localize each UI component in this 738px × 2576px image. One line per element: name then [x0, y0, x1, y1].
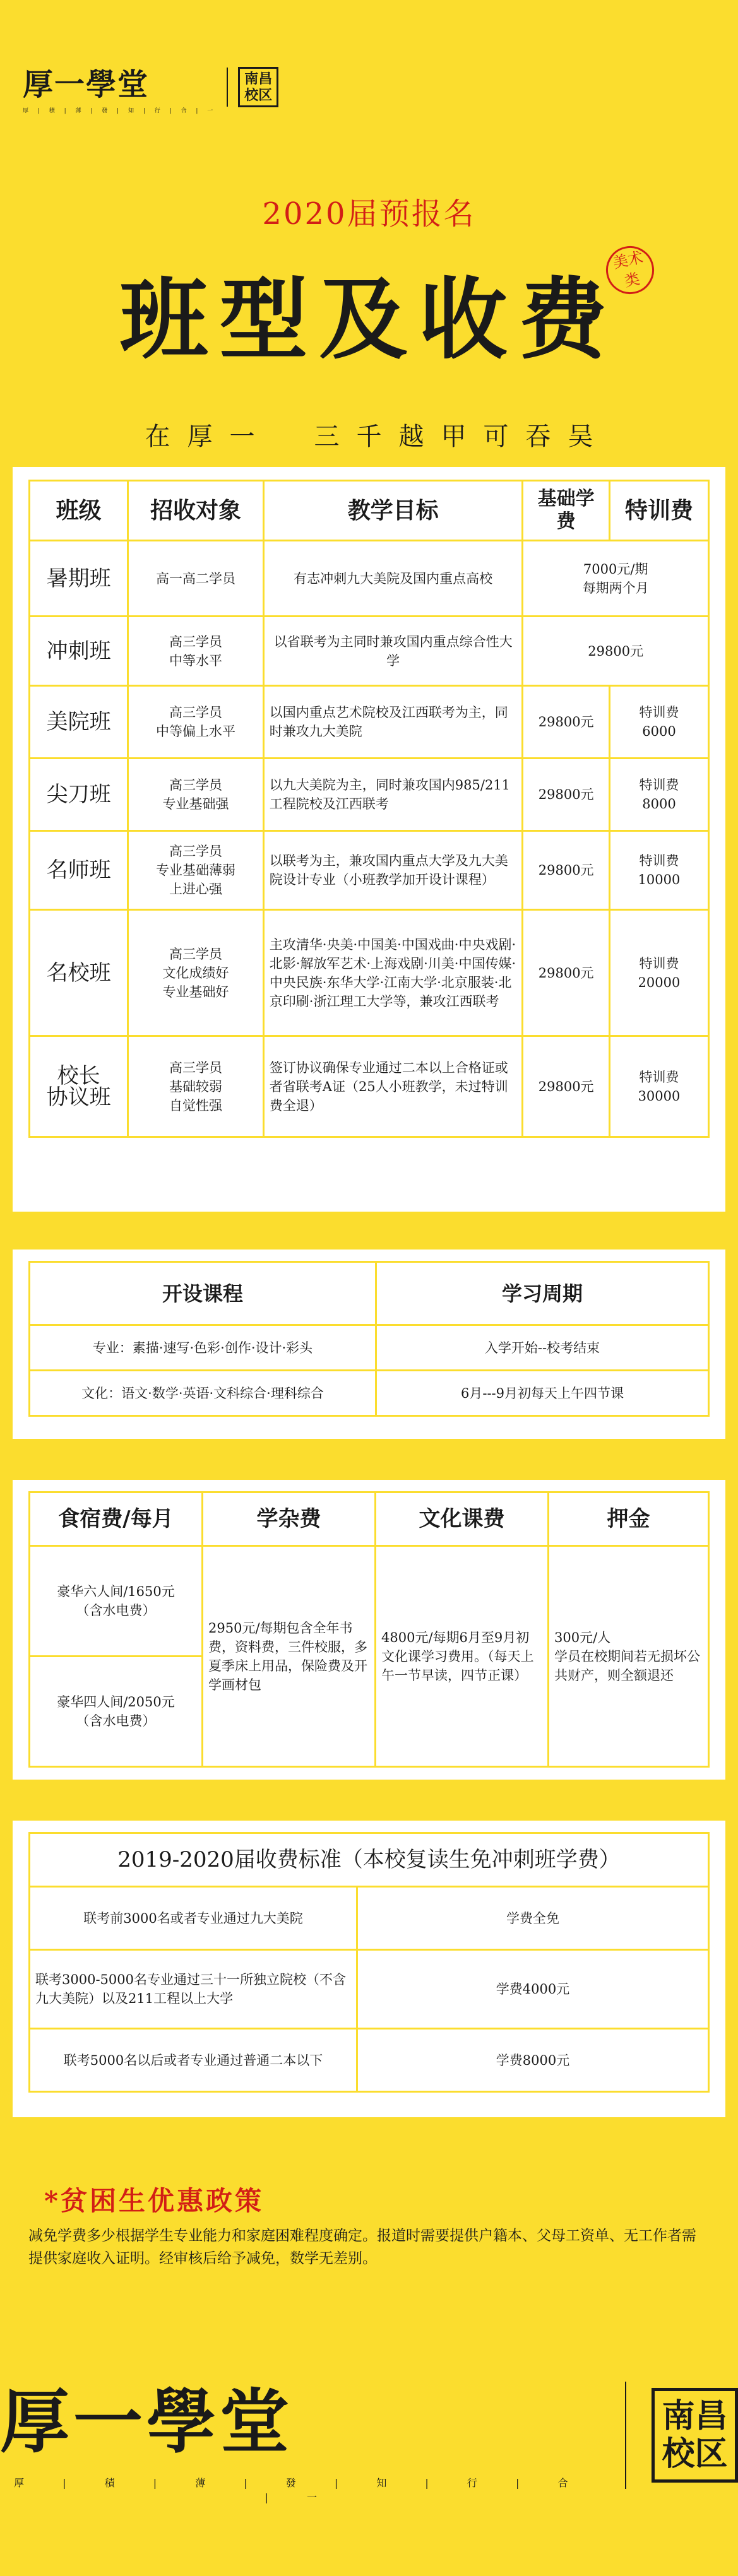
class-goal: 以国内重点艺术院校及江西联考为主，同时兼攻九大美院 — [263, 686, 523, 759]
scholarship-title: 2019-2020届收费标准（本校复读生免冲刺班学费） — [30, 1833, 709, 1887]
class-name: 美院班 — [30, 686, 128, 759]
table-row — [30, 1950, 709, 2029]
slogan-char: 吴 — [568, 422, 593, 451]
campus-badge: 南昌校区 — [652, 2388, 738, 2483]
class-goal: 签订协议确保专业通过二本以上合格证或者省联考A证（25人小班教学，未过特训费全退） — [263, 1036, 523, 1137]
col-header: 押金 — [549, 1492, 709, 1546]
scholarship-fee: 学费8000元 — [357, 2029, 709, 2092]
table-row — [30, 541, 709, 617]
class-special: 特训费 20000 — [609, 910, 708, 1036]
brand-footer — [0, 2366, 738, 2504]
course-period: 入学开始--校考结束 — [376, 1325, 709, 1371]
policy-title: *贫困生优惠政策 — [44, 2185, 264, 2216]
fees-table — [28, 1491, 710, 1768]
col-header: 班级 — [30, 481, 128, 541]
class-goal: 有志冲刺九大美院及国内重点高校 — [263, 541, 523, 617]
class-fee: 29800元 — [523, 617, 709, 686]
deposit: 300元/人 学员在校期间若无损坏公共财产，则全额退还 — [549, 1546, 709, 1767]
class-fee: 29800元 — [523, 831, 610, 910]
scholarship-condition: 联考前3000名或者专业通过九大美院 — [30, 1887, 357, 1950]
lodging-option: 豪华六人间/1650元 （含水电费） — [30, 1546, 203, 1657]
class-name: 名校班 — [30, 910, 128, 1036]
slogan-char: 三 — [314, 422, 340, 451]
brand-name: 厚一學堂 — [23, 67, 150, 102]
slogan-char: 一 — [229, 422, 255, 451]
slogan-char: 吞 — [525, 422, 551, 451]
scholarship-table — [28, 1832, 710, 2093]
class-name: 校长 协议班 — [30, 1036, 128, 1137]
class-fee: 29800元 — [523, 1036, 610, 1137]
scholarship-fee: 学费4000元 — [357, 1950, 709, 2029]
table-row — [30, 2029, 709, 2092]
class-special: 特训费 10000 — [609, 831, 708, 910]
page-subtitle: 2020届预报名 — [262, 196, 476, 232]
table-row — [30, 617, 709, 686]
class-special: 特训费 6000 — [609, 686, 708, 759]
col-header: 学杂费 — [203, 1492, 376, 1546]
col-header: 开设课程 — [30, 1262, 376, 1325]
class-table-card — [13, 467, 725, 1212]
slogan-char: 在 — [145, 422, 170, 451]
class-goal: 以省联考为主同时兼攻国内重点综合性大学 — [263, 617, 523, 686]
scholarship-fee: 学费全免 — [357, 1887, 709, 1950]
table-row — [30, 1371, 709, 1416]
class-fee: 29800元 — [523, 686, 610, 759]
slogan-char: 可 — [483, 422, 509, 451]
campus-badge: 南昌校区 — [238, 67, 278, 107]
class-fee: 7000元/期 每期两个月 — [523, 541, 709, 617]
brand-header — [23, 60, 278, 114]
class-name: 尖刀班 — [30, 759, 128, 831]
slogan-char: 甲 — [441, 422, 467, 451]
table-row — [30, 910, 709, 1036]
table-row — [30, 1036, 709, 1137]
table-row — [30, 686, 709, 759]
class-name: 冲刺班 — [30, 617, 128, 686]
course-table — [28, 1261, 710, 1417]
policy-text: 减免学费多少根据学生专业能力和家庭困难程度确定。报道时需要提供户籍本、父母工资单、无工作者需提供家庭收入证明。经审核后给予减免，数学无差别。 — [28, 2228, 696, 2267]
scholarship-condition: 联考3000-5000名专业通过三十一所独立院校（不含九大美院）以及211工程以上大学 — [30, 1950, 357, 2029]
course-table-card — [13, 1250, 725, 1439]
col-header: 学习周期 — [376, 1262, 709, 1325]
category-seal: 美术类 — [602, 242, 658, 298]
class-name: 名师班 — [30, 831, 128, 910]
class-special: 特训费 8000 — [609, 759, 708, 831]
scholarship-card — [13, 1821, 725, 2117]
table-row — [30, 1325, 709, 1371]
course-name: 文化：语文·数学·英语·文科综合·理科综合 — [30, 1371, 376, 1416]
slogan-char: 越 — [398, 422, 424, 451]
class-target: 高三学员 文化成绩好 专业基础好 — [128, 910, 264, 1036]
class-target: 高三学员 中等偏上水平 — [128, 686, 264, 759]
brand-motto: 厚 | 積 | 薄 | 發 | 知 | 行 | 合 | 一 — [23, 108, 217, 114]
class-name: 暑期班 — [30, 541, 128, 617]
class-table — [28, 480, 710, 1138]
misc-fee: 2950元/每期包含全年书费，资料费，三件校服，多夏季床上用品，保险费及开学画材包 — [203, 1546, 376, 1767]
col-header: 教学目标 — [263, 481, 523, 541]
brand-motto: 厚 | 積 | 薄 | 發 | 知 | 行 | 合 | 一 — [14, 2477, 586, 2503]
table-row — [30, 759, 709, 831]
class-goal: 以联考为主，兼攻国内重点大学及九大美院设计专业（小班教学加开设计课程） — [263, 831, 523, 910]
class-goal: 以九大美院为主，同时兼攻国内985/211工程院校及江西联考 — [263, 759, 523, 831]
col-header: 招收对象 — [128, 481, 264, 541]
class-fee: 29800元 — [523, 910, 610, 1036]
page-title: 班型及收费 — [119, 268, 619, 372]
class-target: 高三学员 专业基础强 — [128, 759, 264, 831]
class-target: 高三学员 基础较弱 自觉性强 — [128, 1036, 264, 1137]
course-name: 专业：素描·速写·色彩·创作·设计·彩头 — [30, 1325, 376, 1371]
col-header: 基础学费 — [523, 481, 610, 541]
class-fee: 29800元 — [523, 759, 610, 831]
slogan-char: 厚 — [187, 422, 213, 451]
logo-divider — [227, 68, 228, 107]
class-special: 特训费 30000 — [609, 1036, 708, 1137]
table-row — [30, 1887, 709, 1950]
fees-table-card — [13, 1480, 725, 1780]
brand-name: 厚一學堂 — [0, 2381, 293, 2462]
lodging-option: 豪华四人间/2050元 （含水电费） — [30, 1657, 203, 1767]
class-target: 高一高二学员 — [128, 541, 264, 617]
slogan — [0, 417, 738, 452]
class-target: 高三学员 中等水平 — [128, 617, 264, 686]
scholarship-condition: 联考5000名以后或者专业通过普通二本以下 — [30, 2029, 357, 2092]
col-header: 食宿费/每月 — [30, 1492, 203, 1546]
culture-fee: 4800元/每期6月至9月初文化课学习费用。（每天上午一节早读，四节正课） — [376, 1546, 549, 1767]
col-header: 文化课费 — [376, 1492, 549, 1546]
table-row — [30, 831, 709, 910]
class-goal: 主攻清华·央美·中国美·中国戏曲·中央戏剧·北影·解放军艺术·上海戏剧·川美·中国传媒·中央民族·东华大学·江南大学·北京服装·北京印刷·浙江理工大学等，兼攻江西联考 — [263, 910, 523, 1036]
logo-divider — [625, 2382, 627, 2489]
class-target: 高三学员 专业基础薄弱 上进心强 — [128, 831, 264, 910]
course-period: 6月---9月初每天上午四节课 — [376, 1371, 709, 1416]
col-header: 特训费 — [609, 481, 708, 541]
slogan-char: 千 — [356, 422, 382, 451]
